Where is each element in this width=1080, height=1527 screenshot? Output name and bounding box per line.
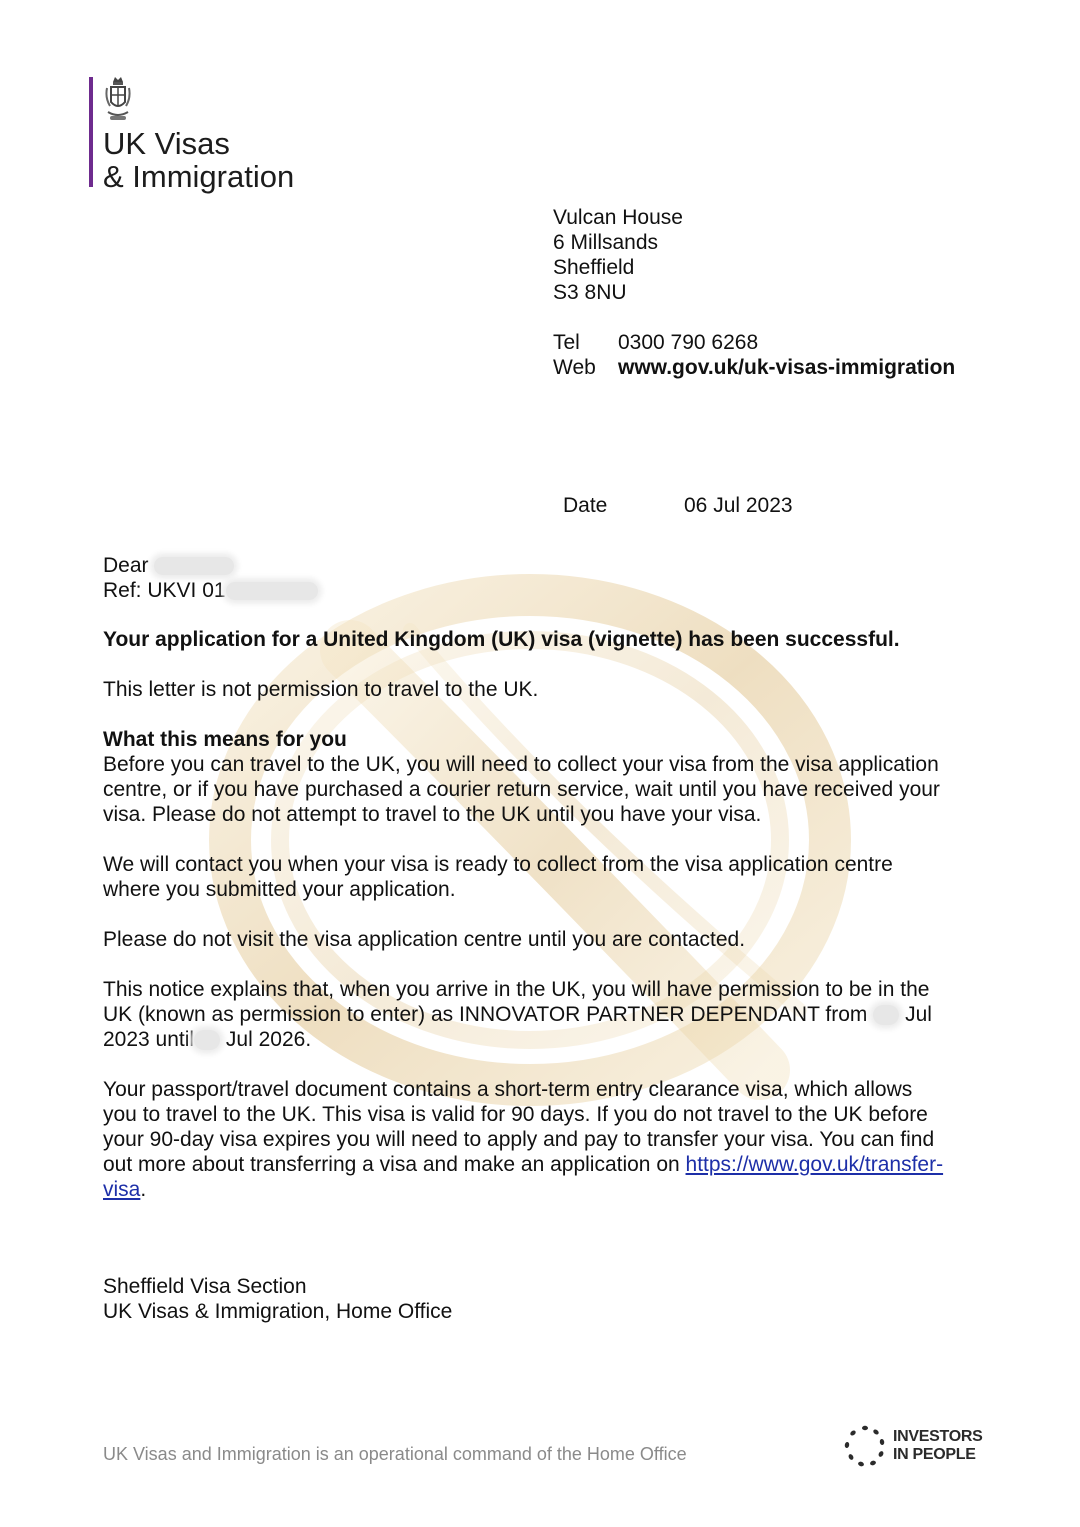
date-label: Date xyxy=(563,494,608,517)
letter-body xyxy=(103,627,983,1202)
transfer-visa-link-continued[interactable]: visa xyxy=(103,1178,141,1201)
para2-line: where you submitted your application. xyxy=(103,878,456,901)
logo-accent-bar xyxy=(89,77,93,187)
recipient-block xyxy=(103,553,983,603)
web-value: www.gov.uk/uk-visas-immigration xyxy=(618,356,956,379)
para5-line: your 90-day visa expires you will need to apply and pay to transfer your visa. You can find xyxy=(103,1128,935,1151)
contact-details xyxy=(553,330,955,380)
investors-in-people-text xyxy=(893,1428,982,1464)
letter-date xyxy=(563,493,793,518)
para3: Please do not visit the visa application centre until you are contacted. xyxy=(103,928,746,951)
para1-line: centre, or if you have purchased a courier return service, wait until you have received your xyxy=(103,778,940,801)
tel-label: Tel xyxy=(553,331,580,354)
headline: Your application for a United Kingdom (UK) visa (vignette) has been successful. xyxy=(103,628,900,651)
address-line: Vulcan House xyxy=(553,206,683,229)
para4-line: This notice explains that, when you arrive in the UK, you will have permission to be in the xyxy=(103,978,930,1001)
para4-end: Jul 2026. xyxy=(225,1028,312,1051)
footer-note: UK Visas and Immigration is an operational command of the Home Office xyxy=(103,1444,687,1464)
investors-in-people-icon xyxy=(842,1424,888,1468)
para2-line: We will contact you when your visa is ready to collect from the visa application centre xyxy=(103,853,893,876)
para4-text: 2023 until xyxy=(103,1028,195,1051)
dear-text: Dear xyxy=(103,554,149,577)
address-line: Sheffield xyxy=(553,256,635,279)
para4-line xyxy=(103,1027,983,1052)
salutation xyxy=(103,553,983,578)
signature-line: UK Visas & Immigration, Home Office xyxy=(103,1300,453,1323)
para5-line: Your passport/travel document contains a short-term entry clearance visa, which allows xyxy=(103,1078,913,1101)
logo-wordmark xyxy=(103,127,294,193)
para1-line: Before you can travel to the UK, you will need to collect your visa from the visa application xyxy=(103,753,939,776)
period: . xyxy=(140,1178,147,1201)
logo-line-1: UK Visas xyxy=(103,126,230,161)
signature-line: Sheffield Visa Section xyxy=(103,1275,307,1298)
ref-text: Ref: UKVI 01 xyxy=(103,579,226,602)
signature-block xyxy=(103,1274,983,1324)
address-line: S3 8NU xyxy=(553,281,627,304)
redacted-name xyxy=(154,557,234,575)
para4-month: Jul xyxy=(905,1003,932,1026)
para5-line xyxy=(103,1177,983,1202)
iip-line-2: IN PEOPLE xyxy=(893,1446,976,1463)
para1-line: visa. Please do not attempt to travel to the UK until you have your visa. xyxy=(103,803,762,826)
iip-line-1: INVESTORS xyxy=(893,1428,983,1445)
section-title: What this means for you xyxy=(103,728,347,751)
transfer-visa-link[interactable]: https://www.gov.uk/transfer- xyxy=(685,1153,944,1176)
para5-line xyxy=(103,1152,983,1177)
para5-text: out more about transferring a visa and make an application on xyxy=(103,1153,680,1176)
notice-text: This letter is not permission to travel to the UK. xyxy=(103,678,539,701)
sender-address xyxy=(553,205,683,305)
web-row xyxy=(553,355,955,380)
redacted-ref xyxy=(226,582,318,600)
redacted-day xyxy=(873,1005,899,1025)
logo-line-2: & Immigration xyxy=(103,159,295,194)
para4-line xyxy=(103,1002,983,1027)
date-value: 06 Jul 2023 xyxy=(684,494,793,517)
web-label: Web xyxy=(553,356,596,379)
redacted-day xyxy=(194,1030,220,1050)
address-line: 6 Millsands xyxy=(553,231,659,254)
para5-line: you to travel to the UK. This visa is valid for 90 days. If you do not travel to the UK before xyxy=(103,1103,928,1126)
reference xyxy=(103,578,983,603)
royal-crest-icon xyxy=(104,76,132,126)
tel-value: 0300 790 6268 xyxy=(618,331,759,354)
para4-text: UK (known as permission to enter) as INNOVATOR PARTNER DEPENDANT from xyxy=(103,1003,868,1026)
tel-row xyxy=(553,330,955,355)
